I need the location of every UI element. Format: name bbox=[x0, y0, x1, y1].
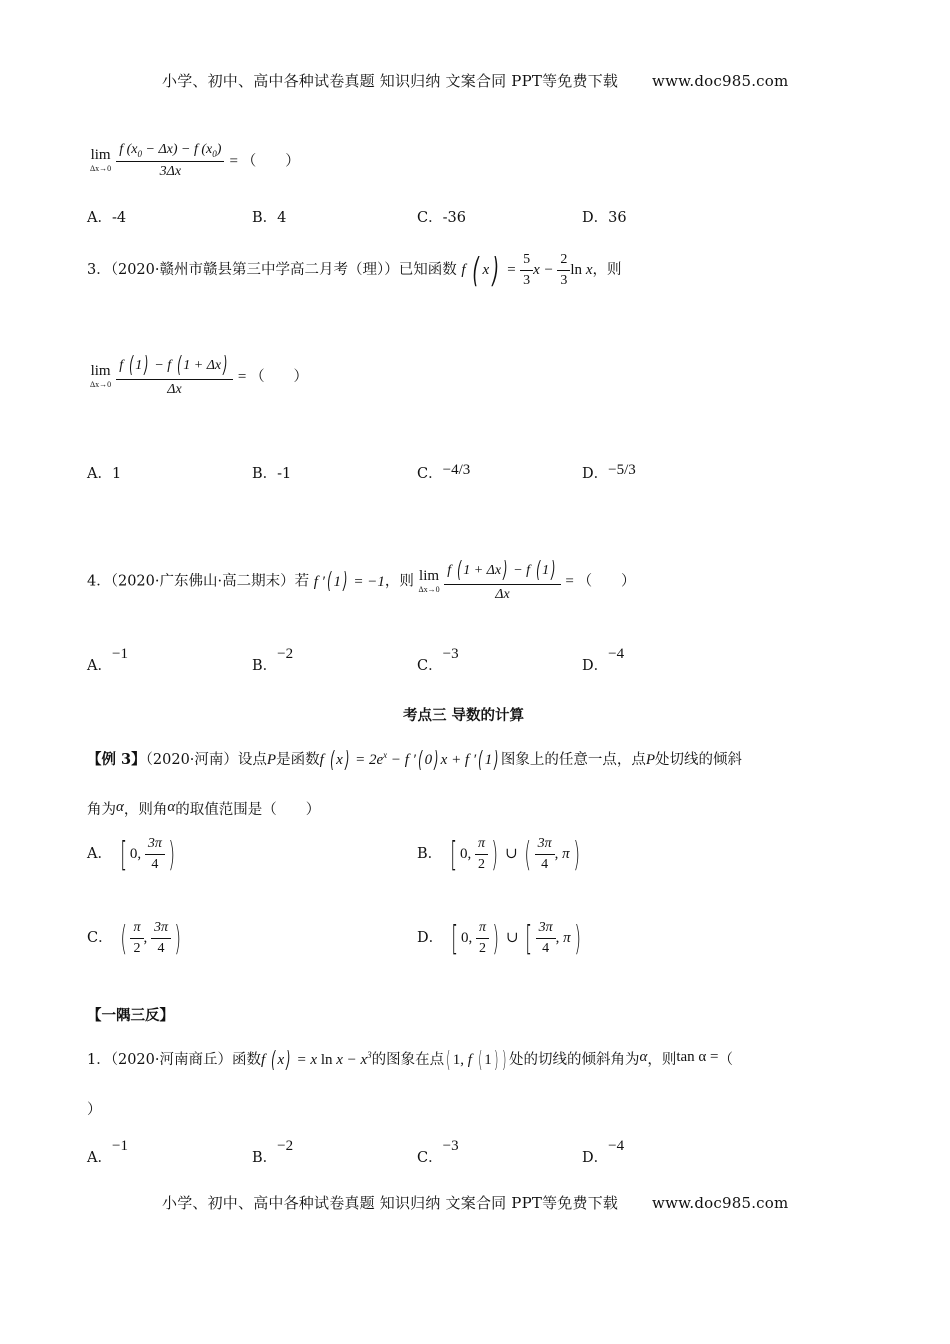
practice-q1-paren-close: ） bbox=[87, 1102, 102, 1118]
lim-symbol: lim Δx→0 bbox=[90, 363, 112, 389]
interval-a: [ 0, $\frac{3\pi}{4}$ ) bbox=[119, 834, 175, 875]
interval-b: [ 0, $\frac{\pi}{2}$ ) ∪ ( $\frac{3\pi}{4}$ , π) bbox=[450, 834, 580, 875]
q2-option-d[interactable]: D．36 bbox=[582, 210, 627, 226]
practice-option-c[interactable]: C．−3 bbox=[417, 1138, 459, 1166]
section-title: 考点三 导数的计算 bbox=[403, 707, 525, 724]
q3-paren: （ ） bbox=[250, 369, 309, 385]
ex3-option-c[interactable]: C． ( $\frac{\pi}{2}$ , $\frac{3\pi}{4}$ ) bbox=[87, 920, 184, 957]
q3-option-d-value: −5/3 bbox=[608, 462, 636, 478]
ex3-line1: 【例 3】（2020·河南）设点P是函数f ( $x) = 2e^x - f$ ′( 0) x + f ′( 1) 图象上的任意一点，点P处切线的倾斜 bbox=[87, 747, 742, 773]
interval-c: ( $\frac{\pi}{2}$ , $\frac{3\pi}{4}$ ) bbox=[120, 918, 181, 959]
ex3-line2: 角为α，则角α的取值范围是（ ） bbox=[87, 799, 321, 818]
q4-option-b[interactable]: B．−2 bbox=[252, 646, 294, 674]
interval-d: [ 0, $\frac{\pi}{2}$ ) ∪ [ $\frac{3\pi}{4}$ , π) bbox=[451, 918, 581, 959]
q3-number: 3． bbox=[87, 261, 111, 278]
q4-then: ，则 bbox=[384, 573, 414, 590]
q3-fraction: $\frac{f ( 1) - f ( 1 + \Delta x)}{\Delta x}$ bbox=[116, 355, 233, 398]
q2-fraction: $\frac{f (x_0 - \Delta x) - f (x_0)}{3\Delta x}$ bbox=[116, 142, 224, 180]
q3-option-d[interactable]: D．−5/3 bbox=[582, 462, 636, 482]
practice-option-a[interactable]: A．−1 bbox=[87, 1138, 128, 1166]
q4-condition: f ′( 1) = −1 bbox=[313, 569, 385, 595]
ex3-option-d[interactable]: D． [ 0, $\frac{\pi}{2}$ ) ∪ [ $\frac{3\pi}{4}$ , π) bbox=[417, 920, 584, 957]
ex3-option-b[interactable]: B． [ 0, $\frac{\pi}{2}$ ) ∪ ( $\frac{3\pi}{4}$ , π) bbox=[417, 836, 583, 873]
q3-limit-expression: lim Δx→0 $\frac{f ( 1) - f ( 1 + \Delta x)}{\Delta x}$ = （ ） bbox=[90, 353, 309, 397]
q3-option-c[interactable]: C．−4/3 bbox=[417, 462, 471, 482]
q4-fraction: $\frac{f ( 1 + \Delta x) - f ( 1)}{\Delta x}$ bbox=[444, 560, 561, 603]
ex3-option-a[interactable]: A． [ 0, $\frac{3\pi}{4}$ ) bbox=[87, 836, 178, 873]
q4-option-d[interactable]: D．−4 bbox=[582, 646, 625, 674]
q3-then: ，则 bbox=[592, 261, 622, 278]
page-header bbox=[162, 70, 788, 91]
practice-option-b[interactable]: B．−2 bbox=[252, 1138, 294, 1166]
lim-symbol: lim Δx→0 bbox=[418, 568, 440, 594]
practice-q1-stem: 1．（2020·河南商丘）函数f ( x) = x $\ln x - x^3$的图象在点( 1, f ( 1) ) 处的切线的倾斜角为α，则tan α =（ bbox=[87, 1047, 733, 1073]
q3-function: f ( x) = $\frac{5}{3}$ x − $\frac{2}{3}$ ln x bbox=[461, 250, 593, 291]
q3-source: （2020·赣州市赣县第三中学高二月考（理））已知函数 bbox=[110, 261, 457, 278]
q2-option-c[interactable]: C．-36 bbox=[417, 210, 466, 226]
ex3-point-p: P bbox=[266, 752, 277, 768]
ex3-function: f ( $x) = 2e^x - f$ ′( 0) x + f ′( 1) bbox=[319, 747, 499, 773]
tan-expression: tan α = bbox=[676, 1049, 719, 1065]
footer-url: www.doc985.com bbox=[652, 1194, 789, 1212]
q3-option-c-value: −4/3 bbox=[442, 462, 471, 478]
q4-source: （2020·广东佛山·高二期末）若 bbox=[110, 573, 310, 590]
practice-q1-point: ( 1, f ( 1) ) bbox=[446, 1047, 507, 1073]
q4-option-c[interactable]: C．−3 bbox=[417, 646, 459, 674]
q2-limit-expression: lim Δx→0 $\frac{f (x_0 - \Delta x) - f (x_0)}{3\Delta x}$ = （ ） bbox=[90, 142, 300, 179]
q3-option-b[interactable]: B．-1 bbox=[252, 466, 292, 482]
ex3-tag: 【例 3】 bbox=[87, 751, 146, 768]
practice-q1-function: f ( x) = x $\ln x - x^3$ bbox=[261, 1047, 372, 1073]
q4-stem: 4．（2020·广东佛山·高二期末）若 f ′( 1) = −1，则 lim Δx→0 $\frac{f ( 1 + \Delta x) - f ( 1)}{\Delta x}$ = （ ） bbox=[87, 558, 636, 602]
footer-text: 小学、初中、高中各种试卷真题 知识归纳 文案合同 PPT等免费下载 bbox=[162, 1194, 619, 1212]
lim-symbol: lim Δx→0 bbox=[90, 147, 112, 174]
practice-option-d[interactable]: D．−4 bbox=[582, 1138, 625, 1166]
q4-option-a[interactable]: A．−1 bbox=[87, 646, 128, 674]
header-text: 小学、初中、高中各种试卷真题 知识归纳 文案合同 PPT等免费下载 bbox=[162, 72, 619, 90]
header-url: www.doc985.com bbox=[652, 72, 789, 90]
q3-stem bbox=[87, 252, 621, 289]
q4-paren: （ ） bbox=[577, 573, 636, 590]
page-footer bbox=[162, 1192, 788, 1213]
q2-option-a[interactable]: A．-4 bbox=[87, 210, 127, 226]
q3-option-a[interactable]: A．1 bbox=[87, 466, 122, 482]
q2-paren: （ ） bbox=[241, 153, 300, 170]
q4-number: 4． bbox=[87, 573, 111, 590]
practice-tag: 【一隅三反】 bbox=[87, 1007, 174, 1024]
q2-option-b[interactable]: B．4 bbox=[252, 210, 287, 226]
